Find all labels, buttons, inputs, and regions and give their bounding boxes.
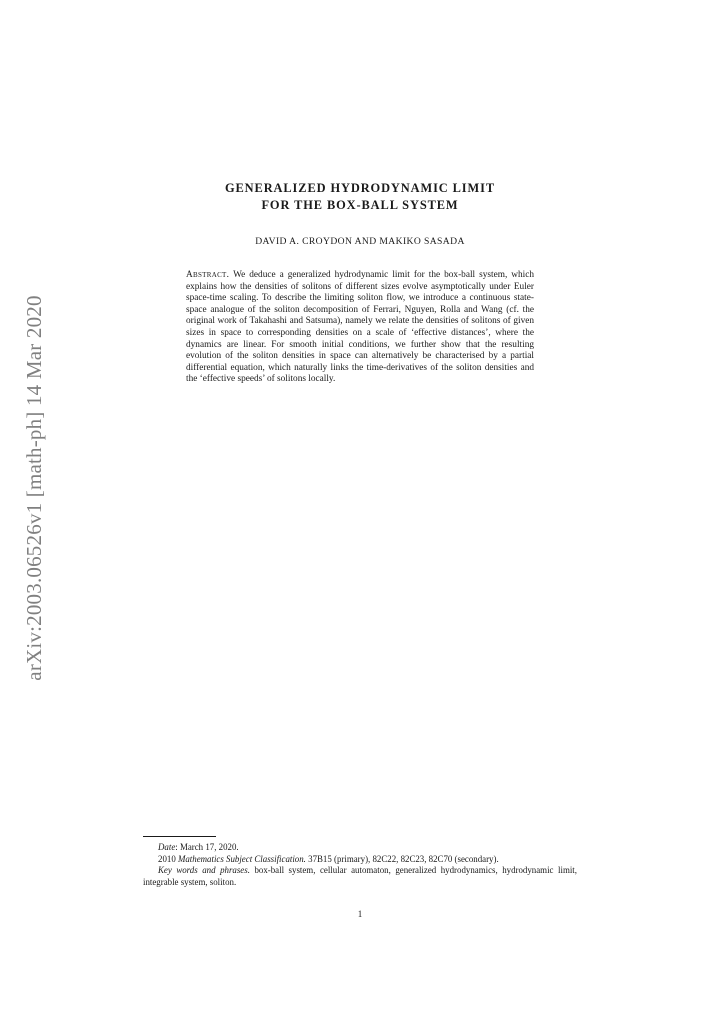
msc-year: 2010 bbox=[158, 853, 178, 864]
msc-label: Mathematics Subject Classification. bbox=[177, 853, 306, 864]
authors: DAVID A. CROYDON AND MAKIKO SASADA bbox=[255, 236, 465, 247]
footnotes bbox=[143, 842, 577, 888]
title-line-1: GENERALIZED HYDRODYNAMIC LIMIT bbox=[224, 181, 495, 195]
keywords-value: box-ball system, cellular automaton, generalized hydrodynamics, hydrodynamic limit, integrable system, soliton. bbox=[143, 865, 577, 887]
date-value: : March 17, 2020. bbox=[175, 842, 239, 852]
abstract-label: Abstract. bbox=[186, 270, 230, 280]
keywords-label: Key words and phrases. bbox=[158, 865, 250, 876]
title-line-2: FOR THE BOX-BALL SYSTEM bbox=[261, 198, 459, 212]
footnote-rule bbox=[143, 836, 216, 837]
paper-title bbox=[150, 180, 570, 214]
date-label: Date bbox=[158, 842, 176, 852]
arxiv-identifier-stamp: arXiv:2003.06526v1 [math-ph] 14 Mar 2020 bbox=[22, 295, 46, 681]
page-number: 1 bbox=[357, 909, 363, 919]
abstract-text: We deduce a generalized hydrodynamic limit for the box-ball system, which explains how the densities of solitons of different sizes evolve asymptotically under Euler space-time scaling. To describe the limiting soliton flow, we introduce a continuous state-space analogue of the soliton decomposition of Ferrari, Nguyen, Rolla and Wang (cf. the original work of Takahashi and Satsuma), namely we relate the densities of solitons of given sizes in space to corresponding densities on a scale of ‘effective distances’, where the dynamics are linear. For smooth initial conditions, we further show that the resulting evolution of the soliton densities in space can alternatively be characterised by a partial differential equation, which naturally links the time-derivatives of the soliton densities and the ‘effective speeds’ of solitons locally. bbox=[186, 270, 535, 385]
abstract bbox=[186, 270, 534, 386]
footnote-date bbox=[143, 842, 577, 854]
footnote-msc bbox=[143, 854, 577, 866]
footnote-keywords bbox=[143, 865, 577, 888]
msc-value: 37B15 (primary), 82C22, 82C23, 82C70 (secondary). bbox=[305, 853, 499, 864]
